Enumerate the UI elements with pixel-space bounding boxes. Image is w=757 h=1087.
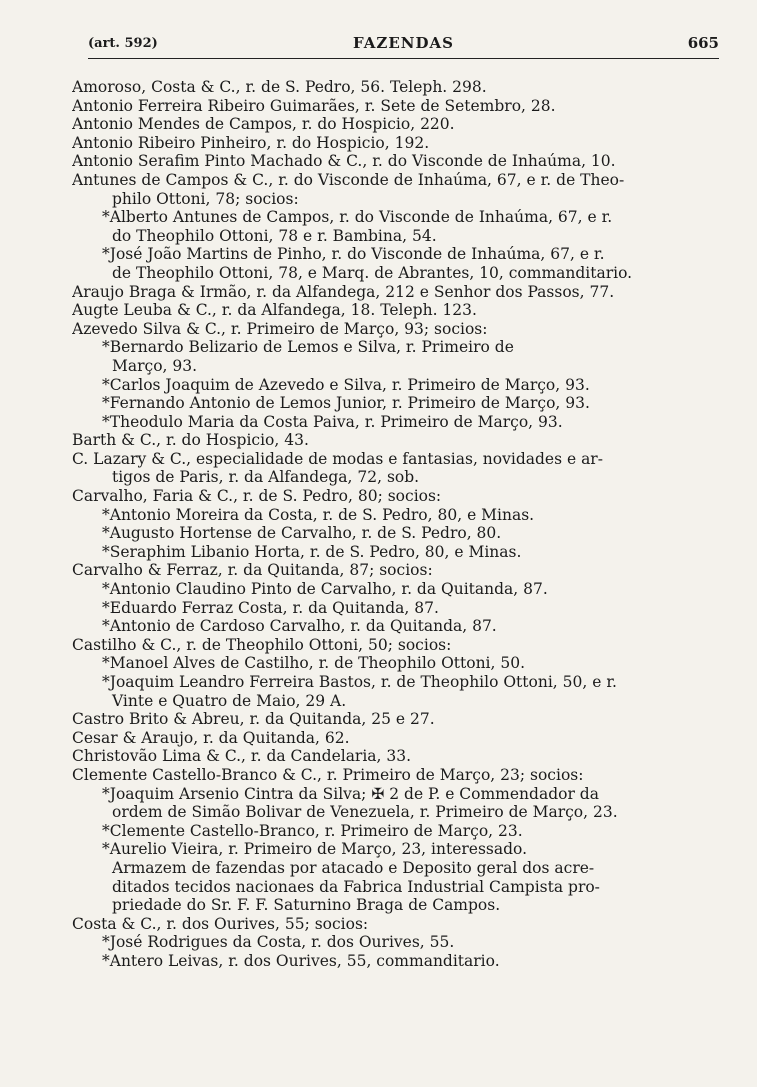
entry-line: *Antonio Claudino Pinto de Carvalho, r. da Quitanda, 87. bbox=[102, 580, 548, 599]
entry-line: Clemente Castello-Branco & C., r. Primeiro de Março, 23; socios: bbox=[72, 765, 584, 784]
entry-line: Costa & C., r. dos Ourives, 55; socios: bbox=[72, 914, 369, 933]
entry-line: do Theophilo Ottoni, 78 e r. Bambina, 54. bbox=[112, 226, 437, 245]
entry-line: *Antonio Moreira da Costa, r. de S. Pedro, 80, e Minas. bbox=[102, 505, 535, 524]
entry-line: C. Lazary & C., especialidade de modas e fantasias, novidades e ar- bbox=[72, 449, 603, 468]
entry-line: Antonio Ribeiro Pinheiro, r. do Hospicio, 192. bbox=[72, 133, 430, 152]
page-header bbox=[88, 30, 719, 59]
entry-line: Christovão Lima & C., r. da Candelaria, 33. bbox=[72, 747, 412, 766]
entry-line: *Antero Leivas, r. dos Ourives, 55, commanditario. bbox=[102, 951, 500, 970]
entry-line: *Antonio de Cardoso Carvalho, r. da Quitanda, 87. bbox=[102, 617, 497, 636]
entry-line: Março, 93. bbox=[112, 356, 198, 375]
entry-line: Azevedo Silva & C., r. Primeiro de Março, 93; socios: bbox=[72, 319, 488, 338]
entry-line: Antunes de Campos & C., r. do Visconde de Inhaúma, 67, e r. de Theo- bbox=[72, 170, 625, 189]
entry-line: tigos de Paris, r. da Alfandega, 72, sob. bbox=[112, 468, 420, 487]
entry-line: *José Rodrigues da Costa, r. dos Ourives, 55. bbox=[102, 933, 455, 952]
entry-line: Antonio Serafim Pinto Machado & C., r. do Visconde de Inhaúma, 10. bbox=[72, 152, 616, 171]
entry-line: *José João Martins de Pinho, r. do Visconde de Inhaúma, 67, e r. bbox=[102, 245, 605, 264]
entry-line: Castilho & C., r. de Theophilo Ottoni, 50; socios: bbox=[72, 635, 452, 654]
article-reference: (art. 592) bbox=[88, 36, 158, 51]
entry-line: *Carlos Joaquim de Azevedo e Silva, r. Primeiro de Março, 93. bbox=[102, 375, 590, 394]
entry-line: Barth & C., r. do Hospicio, 43. bbox=[72, 431, 309, 450]
entry-line: ditados tecidos nacionaes da Fabrica Industrial Campista pro- bbox=[112, 877, 600, 896]
entry-line: Antonio Ferreira Ribeiro Guimarães, r. Sete de Setembro, 28. bbox=[72, 96, 556, 115]
entry-line: *Joaquim Leandro Ferreira Bastos, r. de Theophilo Ottoni, 50, e r. bbox=[102, 673, 617, 691]
entry-line: Araujo Braga & Irmão, r. da Alfandega, 212 e Senhor dos Passos, 77. bbox=[72, 282, 615, 301]
entry-line: *Manoel Alves de Castilho, r. de Theophilo Ottoni, 50. bbox=[102, 654, 526, 673]
entry-line: Castro Brito & Abreu, r. da Quitanda, 25 e 27. bbox=[72, 710, 435, 729]
entry-line: *Eduardo Ferraz Costa, r. da Quitanda, 87. bbox=[102, 598, 439, 617]
entry-line: de Theophilo Ottoni, 78, e Marq. de Abrantes, 10, commanditario. bbox=[112, 263, 633, 282]
entry-line: *Alberto Antunes de Campos, r. do Visconde de Inhaúma, 67, e r. bbox=[102, 208, 613, 227]
entry-line: *Seraphim Libanio Horta, r. de S. Pedro, 80, e Minas. bbox=[102, 542, 522, 561]
entry-line: *Clemente Castello-Branco, r. Primeiro de Março, 23. bbox=[102, 821, 523, 840]
entry-line: Armazem de fazendas por atacado e Deposito geral dos acre- bbox=[112, 858, 595, 877]
entry-line: Cesar & Araujo, r. da Quitanda, 62. bbox=[72, 728, 350, 747]
entry-line: *Augusto Hortense de Carvalho, r. de S. Pedro, 80. bbox=[102, 524, 502, 543]
entry-line: Amoroso, Costa & C., r. de S. Pedro, 56. Teleph. 298. bbox=[72, 78, 487, 96]
page-number: 665 bbox=[687, 34, 719, 52]
entry-line: ordem de Simão Bolivar de Venezuela, r. Primeiro de Março, 23. bbox=[112, 803, 618, 822]
entry-line: philo Ottoni, 78; socios: bbox=[112, 189, 299, 208]
entry-line: *Fernando Antonio de Lemos Junior, r. Primeiro de Março, 93. bbox=[102, 394, 590, 413]
entry-line: Vinte e Quatro de Maio, 29 A. bbox=[112, 691, 347, 710]
entry-line: Carvalho & Ferraz, r. da Quitanda, 87; socios: bbox=[72, 561, 433, 580]
entry-line: Carvalho, Faria & C., r. de S. Pedro, 80; socios: bbox=[72, 487, 442, 506]
entry-line: priedade do Sr. F. F. Saturnino Braga de Campos. bbox=[112, 896, 501, 915]
entry-line: *Joaquim Arsenio Cintra da Silva; ✠ 2 de P. e Commendador da bbox=[102, 784, 599, 803]
entry-line: *Aurelio Vieira, r. Primeiro de Março, 23, interessado. bbox=[102, 840, 528, 859]
entry-line: Antonio Mendes de Campos, r. do Hospicio, 220. bbox=[72, 115, 455, 134]
entry-line: *Theodulo Maria da Costa Paiva, r. Primeiro de Março, 93. bbox=[102, 412, 563, 431]
section-title: FAZENDAS bbox=[353, 34, 454, 52]
entry-line: *Bernardo Belizario de Lemos e Silva, r. Primeiro de bbox=[102, 338, 514, 357]
directory-entries bbox=[72, 78, 717, 971]
entry-line: Augte Leuba & C., r. da Alfandega, 18. Teleph. 123. bbox=[72, 301, 477, 320]
